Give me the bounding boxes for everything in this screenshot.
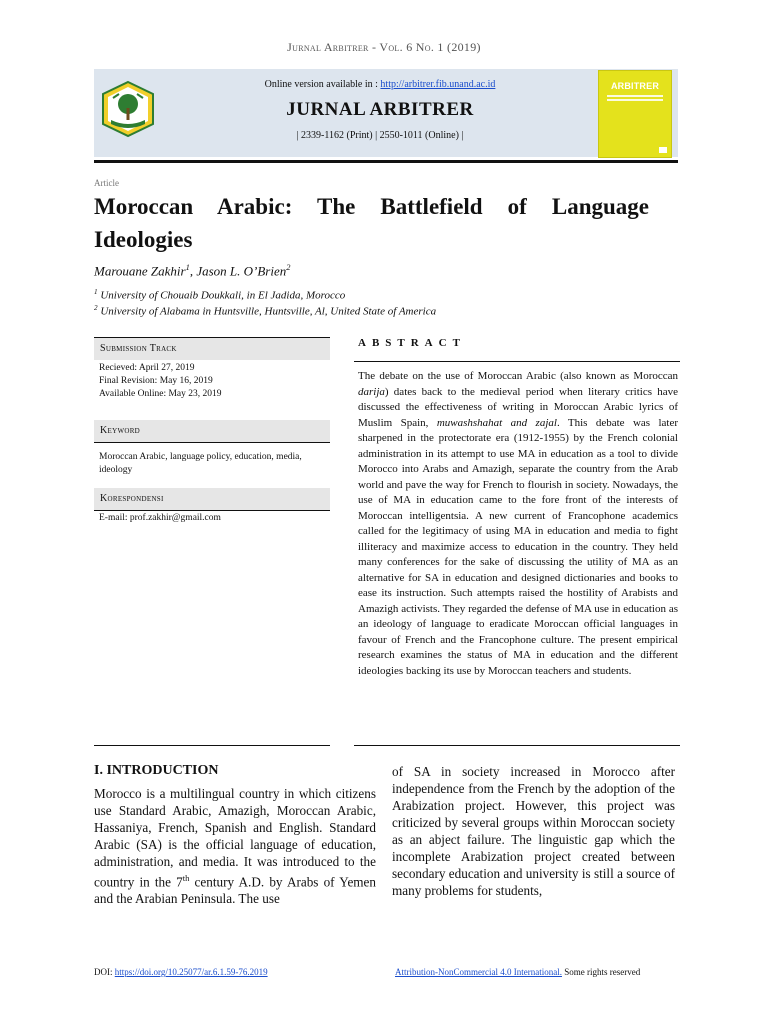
received-date: Recieved: April 27, 2019: [99, 363, 195, 373]
intro-left-a: Morocco is a multilingual country in which citizens use Standard Arabic, Amazigh, Moroccan Arabic, Hassaniya, French, Spanish and English. Standard Arabic (SA) is the official language of education, administration, and media. It was introduced to the country in the 7: [94, 786, 376, 890]
online-prefix: Online version available in :: [264, 79, 381, 90]
journal-name: JURNAL ARBITRER: [286, 99, 474, 120]
affiliation-1: [94, 288, 345, 302]
license-link[interactable]: Attribution-NonCommercial 4.0 International.: [395, 967, 562, 977]
intro-left-sup: th: [182, 873, 190, 883]
doi-footer: [94, 967, 268, 977]
affiliation-1-sup: 1: [94, 288, 98, 296]
abstract-darija: darija: [358, 385, 385, 398]
submission-dates: [99, 362, 325, 401]
journal-url-link[interactable]: http://arbitrer.fib.unand.ac.id: [380, 79, 496, 90]
university-logo-icon: [99, 80, 157, 138]
cover-title: ARBITRER: [610, 81, 660, 91]
abstract-lyrics: muwashshahat and zajal: [436, 416, 557, 429]
running-head: Jurnal Arbitrer - Vol. 6 No. 1 (2019): [287, 40, 481, 54]
author-2-sup: 2: [286, 262, 291, 272]
sidebar-bottom-rule: [94, 745, 330, 746]
correspondence-email: E-mail: prof.zakhir@gmail.com: [99, 513, 221, 523]
intro-right-column: of SA in society increased in Morocco after independence from the French by the adoption of the Arabization project. However, this project was criticized by several groups within Moroccan society as an abject failure. The linguistic gap which the incomplete Arabization project created between secondary education and university is still a source of many problems for students,: [392, 764, 675, 898]
author-line: [94, 262, 290, 279]
affiliation-2-text: University of Alabama in Huntsville, Huntsville, Al, United State of America: [97, 305, 437, 318]
abstract-body: [358, 369, 678, 679]
article-type-label: Article: [94, 178, 119, 188]
cover-badge: [659, 147, 667, 153]
keyword-rule: [94, 442, 330, 443]
abstract-part-1: The debate on the use of Moroccan Arabic (also known as Moroccan: [358, 370, 678, 382]
abstract-part-2: ) dates back to the medieval period when literary critics have discussed the effectiveness of writing in Moroccan Arabic lyrics of Muslim Spain,: [358, 385, 678, 429]
author-separator: ,: [189, 263, 197, 279]
author-1-sup: 1: [185, 262, 190, 272]
keyword-header: Keyword: [94, 420, 330, 442]
doi-label: DOI:: [94, 967, 115, 977]
korespondensi-header: Korespondensi: [94, 488, 330, 510]
author-2: Jason L. O’Brien: [196, 263, 287, 279]
license-suffix: Some rights reserved: [561, 967, 641, 977]
abstract-part-3: . This debate was later sharpened in the protectorate era (1912-1955) by the French colonial administration in its attempt to use MA in education as a tool to divide Morocco into Arabs and Amazigh, separate the country from the Arab world and pave the way for French to flourish in society. Nowadays, the use of MA in education came to the fore front of the interests of Moroccan intelligentsia. A new current of Francophone academics called for the legitimacy of using MA in education and media to fight illiteracy and maximize access to education in the country. They held many conferences for the sake of discussing the utility of MA as an alternative for SA in education and designed dictionaries and books to ease its instruction. Such attempts raised the hostility of Arabists and Amazigh activists. They regarded the defense of MA use in education as an ideology of language to eradicate Moroccan official languages in favour of French and the Francophone culture. The present empirical research examines the status of MA in education and the different ideologies backing its use by Moroccan teachers and students.: [358, 416, 678, 677]
license-footer: [395, 967, 640, 977]
keywords-text: Moroccan Arabic, language policy, education, media, ideology: [99, 452, 302, 475]
introduction-heading: I. INTRODUCTION: [94, 763, 219, 778]
header-divider: [94, 160, 678, 163]
intro-left-b: century A.D. by Arabs of Yemen and the Arabian Peninsula. The use: [94, 874, 376, 907]
intro-left-column: [94, 785, 376, 907]
author-1: Marouane Zakhir: [94, 263, 186, 279]
cover-subtitle-lines: [607, 95, 663, 105]
final-revision-date: Final Revision: May 16, 2019: [99, 376, 213, 386]
abstract-bottom-rule: [354, 745, 680, 746]
journal-cover-image: [598, 70, 672, 158]
abstract-top-rule: [354, 361, 680, 362]
doi-link[interactable]: https://doi.org/10.25077/ar.6.1.59-76.2019: [114, 967, 268, 977]
affiliation-2-sup: 2: [94, 304, 98, 312]
korespondensi-rule: [94, 510, 330, 511]
issn-line: | 2339-1162 (Print) | 2550-1011 (Online) |: [296, 130, 464, 141]
article-title: Moroccan Arabic: The Battlefield of Language Ideologies: [94, 194, 649, 252]
submission-track-header: Submission Track: [94, 338, 330, 360]
available-online-date: Available Online: May 23, 2019: [99, 389, 222, 399]
affiliation-2: [94, 304, 436, 318]
abstract-heading: ABSTRACT: [358, 337, 466, 349]
affiliation-1-text: University of Chouaib Doukkali, in El Jadida, Morocco: [97, 289, 346, 302]
online-version-line: [180, 79, 580, 90]
